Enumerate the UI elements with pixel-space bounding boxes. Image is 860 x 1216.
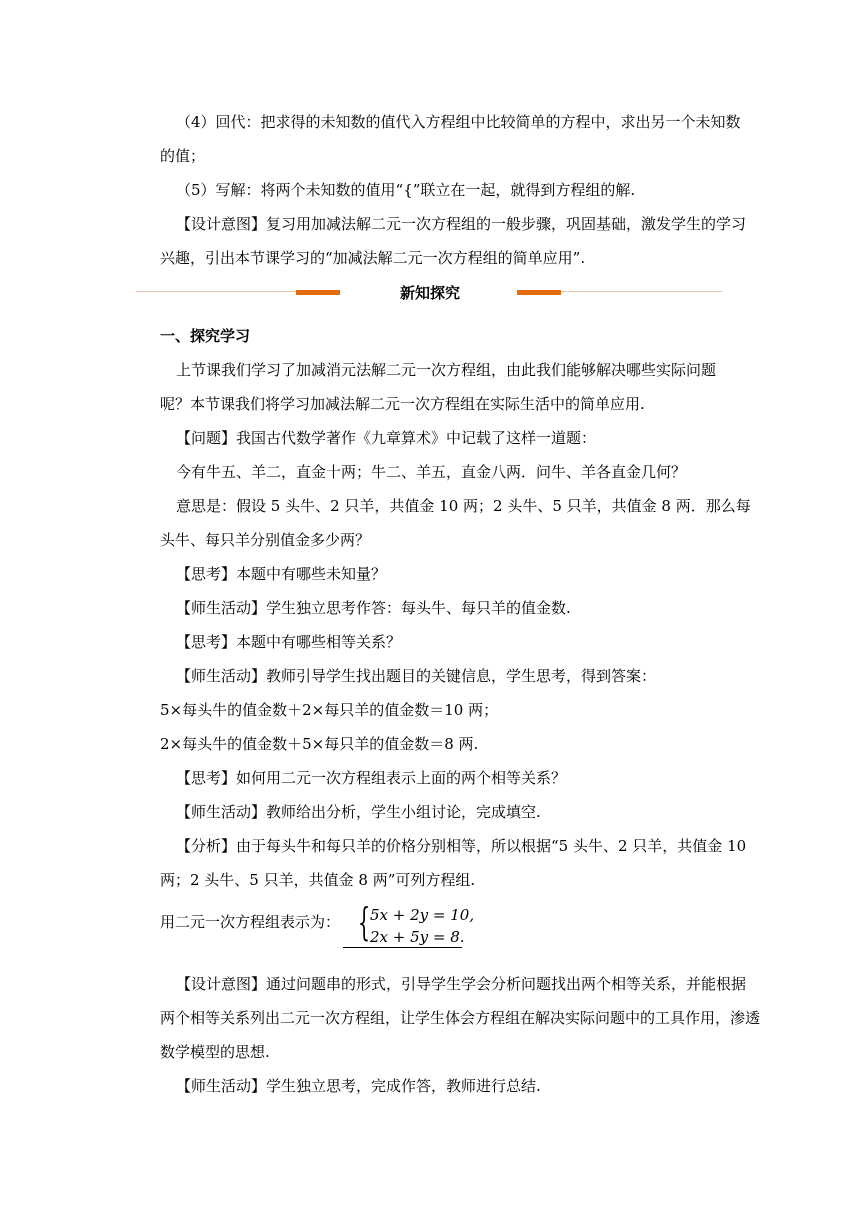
line-21: 【分析】由于每头牛和每只羊的价格分别相等，所以根据“5 头牛、2 只羊，共值金 10 <box>176 837 747 855</box>
line-18: 2×每头牛的值金数＋5×每只羊的值金数＝8 两. <box>160 735 479 753</box>
line-13: 【思考】本题中有哪些未知量？ <box>176 565 387 583</box>
line-9: 【问题】我国古代数学著作《九章算术》中记载了这样一道题： <box>176 429 597 447</box>
line-12: 头牛、每只羊分别值金多少两？ <box>160 531 371 549</box>
line-2: 的值； <box>160 147 206 165</box>
equation-underline <box>343 947 462 948</box>
line-19: 【思考】如何用二元一次方程组表示上面的两个相等关系？ <box>176 769 567 787</box>
line-3: （5）写解：将两个未知数的值用“{”联立在一起，就得到方程组的解. <box>176 181 636 199</box>
line-15: 【思考】本题中有哪些相等关系？ <box>176 633 402 651</box>
brace-icon: { <box>358 900 371 944</box>
line-10: 今有牛五、羊二，直金十两；牛二、羊五，直金八两．问牛、羊各直金几何？ <box>176 463 687 481</box>
line-26: 【师生活动】学生独立思考，完成作答，教师进行总结. <box>176 1077 541 1095</box>
section-title: 新知探究 <box>399 284 460 302</box>
line-8: 呢？本节课我们将学习加减法解二元一次方程组在实际生活中的简单应用. <box>160 395 645 413</box>
line-1: （4）回代：把求得的未知数的值代入方程组中比较简单的方程中，求出另一个未知数 <box>176 113 741 131</box>
equation-label: 用二元一次方程组表示为： <box>160 913 341 931</box>
subheading: 一、探究学习 <box>160 327 251 345</box>
equation-1: 5x + 2y = 10, <box>370 906 475 924</box>
line-20: 【师生活动】教师给出分析，学生小组讨论，完成填空. <box>176 803 541 821</box>
line-4: 【设计意图】复习用加减法解二元一次方程组的一般步骤，巩固基础，激发学生的学习 <box>176 215 747 233</box>
equation-2: 2x + 5y = 8. <box>370 928 465 946</box>
line-5: 兴趣，引出本节课学习的“加减法解二元一次方程组的简单应用”. <box>160 249 586 267</box>
line-24: 两个相等关系列出二元一次方程组，让学生体会方程组在解决实际问题中的工具作用，渗透 <box>160 1009 761 1027</box>
line-14: 【师生活动】学生独立思考作答：每头牛、每只羊的值金数. <box>176 599 571 617</box>
line-22: 两；2 头牛、5 只羊，共值金 8 两”可列方程组. <box>160 871 476 889</box>
line-23: 【设计意图】通过问题串的形式，引导学生学会分析问题找出两个相等关系，并能根据 <box>176 975 747 993</box>
line-11: 意思是：假设 5 头牛、2 只羊，共值金 10 两；2 头牛、5 只羊，共值金 8 两．那么每 <box>176 497 751 515</box>
line-16: 【师生活动】教师引导学生找出题目的关键信息，学生思考，得到答案： <box>176 667 657 685</box>
line-17: 5×每头牛的值金数＋2×每只羊的值金数＝10 两； <box>160 701 499 719</box>
line-25: 数学模型的思想. <box>160 1043 270 1061</box>
line-7: 上节课我们学习了加减消元法解二元一次方程组，由此我们能够解决哪些实际问题 <box>176 361 717 379</box>
